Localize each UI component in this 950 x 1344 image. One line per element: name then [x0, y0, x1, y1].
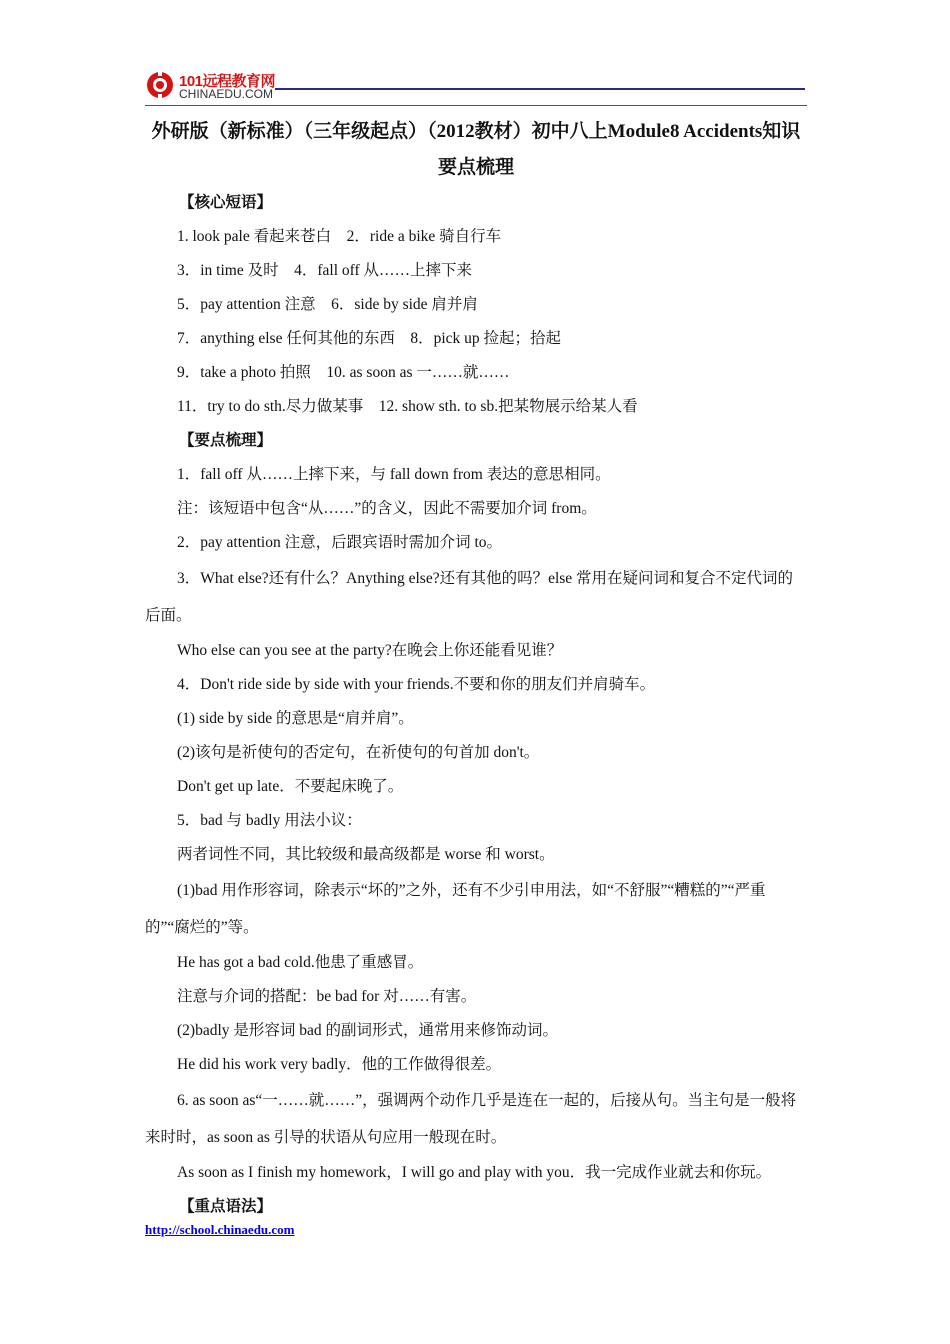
- point-line: (1) side by side 的意思是“肩并肩”。: [177, 710, 414, 727]
- point-line: 1．fall off 从……上摔下来，与 fall down from 表达的意思相同。: [177, 466, 611, 483]
- section-heading-key-points: 【要点梳理】: [179, 432, 273, 449]
- phrase-line: 5．pay attention 注意 6．side by side 肩并肩: [177, 296, 478, 313]
- header-underline: [145, 105, 807, 106]
- point-line: 5．bad 与 badly 用法小议：: [177, 812, 362, 829]
- point-line: (2)该句是祈使句的否定句，在祈使句的句首加 don't。: [177, 744, 540, 761]
- example-line: As soon as I finish my homework，I will go and play with you．我一完成作业就去和你玩。: [177, 1164, 772, 1181]
- phrase-line: 7．anything else 任何其他的东西 8．pick up 捡起；拾起: [177, 330, 562, 347]
- logo-emblem-icon: [145, 70, 175, 100]
- phrase-line: 1. look pale 看起来苍白 2．ride a bike 骑自行车: [177, 228, 502, 245]
- point-line: 4．Don't ride side by side with your friends.不要和你的朋友们并肩骑车。: [177, 676, 656, 693]
- document-body: [145, 186, 807, 1224]
- phrase-line: 3．in time 及时 4．fall off 从……上摔下来: [177, 262, 473, 279]
- section-heading-grammar: 【重点语法】: [179, 1198, 273, 1215]
- point-line: 注：该短语中包含“从……”的含义，因此不需要加介词 from。: [177, 500, 597, 517]
- point-line: 两者词性不同，其比较级和最高级都是 worse 和 worst。: [177, 846, 555, 863]
- logo-en-text: CHINAEDU.COM: [179, 87, 274, 101]
- phrase-line: 11．try to do sth.尽力做某事 12. show sth. to sb.把某物展示给某人看: [177, 398, 638, 415]
- site-logo[interactable]: [145, 68, 275, 104]
- point-line: 注意与介词的搭配：be bad for 对……有害。: [177, 988, 477, 1005]
- point-line: 2．pay attention 注意，后跟宾语时需加介词 to。: [177, 534, 503, 551]
- document-title: 外研版（新标准）（三年级起点）（2012教材）初中八上Module8 Accidents知识要点梳理: [151, 121, 801, 178]
- page-header: [145, 68, 807, 108]
- example-line: Who else can you see at the party?在晚会上你还能看见谁？: [177, 642, 563, 659]
- point-line: (2)badly 是形容词 bad 的副词形式，通常用来修饰动词。: [177, 1022, 559, 1039]
- point-line: 3．What else?还有什么？Anything else?还有其他的吗？else 常用在疑问词和复合不定代词的后面。: [145, 570, 794, 624]
- footer-link[interactable]: http://school.chinaedu.com: [145, 1222, 295, 1237]
- section-heading-core-phrases: 【核心短语】: [179, 194, 273, 211]
- header-divider: [275, 88, 805, 90]
- example-line: Don't get up late．不要起床晚了。: [177, 778, 404, 795]
- logo-cn-text: 101远程教育网: [179, 73, 276, 90]
- example-line: He did his work very badly．他的工作做得很差。: [177, 1056, 502, 1073]
- point-line: 6. as soon as“一……就……”，强调两个动作几乎是连在一起的，后接从句。当主句是一般将来时时，as soon as 引导的状语从句应用一般现在时。: [145, 1092, 797, 1146]
- point-line: (1)bad 用作形容词，除表示“坏的”之外，还有不少引申用法，如“不舒服”“糟糕的”“严重的”“腐烂的”等。: [145, 882, 766, 936]
- example-line: He has got a bad cold.他患了重感冒。: [177, 954, 424, 971]
- phrase-line: 9．take a photo 拍照 10. as soon as 一……就……: [177, 364, 510, 381]
